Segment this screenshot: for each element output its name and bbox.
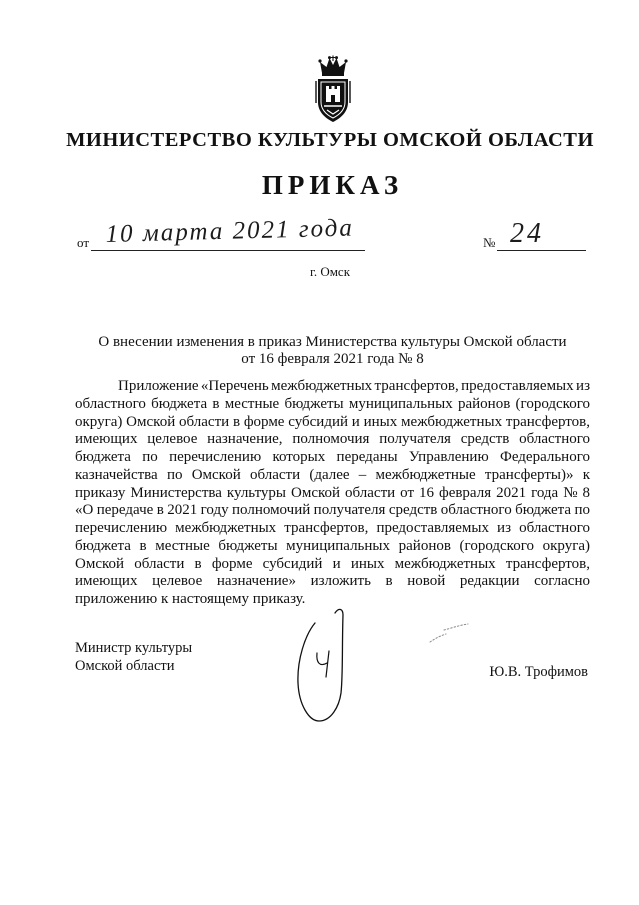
signatory-name: Ю.В. Трофимов — [489, 664, 588, 680]
handwritten-date: 10 марта 2021 года — [105, 214, 355, 249]
handwritten-signature — [285, 605, 360, 727]
body-line: бюджета по перечислению которых переданы Управлению Федерального — [75, 449, 590, 465]
body-line: приказу Министерства культуры Омской области от 16 февраля 2021 года № 8 — [75, 484, 590, 501]
body-line: бюджета в местные бюджеты муниципальных районов (городского округа) — [75, 537, 590, 554]
signatory-position-line: Омской области — [75, 658, 175, 674]
document-type: ПРИКАЗ — [261, 170, 404, 200]
signatory-position-line: Министр культуры — [75, 640, 193, 656]
number-prefix: № — [483, 235, 496, 250]
title-line: О внесении изменения в приказ Министерства культуры Омской области — [98, 334, 567, 350]
ministry-name: МИНИСТЕРСТВО КУЛЬТУРЫ ОМСКОЙ ОБЛАСТИ — [66, 129, 594, 151]
body-line: «О передаче в 2021 году полномочий получателя средств областного бюджета по — [75, 502, 590, 519]
body-line: Приложение «Перечень межбюджетных трансфертов, предоставляемых из — [118, 378, 590, 394]
handwritten-number: 24 — [510, 218, 544, 249]
body-line: Омской области в форме субсидий и иных межбюджетных трансфертов, — [75, 555, 590, 572]
title-line: от 16 февраля 2021 года № 8 — [241, 350, 424, 367]
date-underline — [91, 250, 365, 251]
body-line: перечислению межбюджетных трансфертов, предоставляемых из областного — [75, 520, 590, 536]
coat-of-arms-icon — [313, 55, 353, 123]
body-line: приложению к настоящему приказу. — [75, 591, 306, 607]
body-line: казначейства по Омской области (далее – межбюджетные трансферты)» к — [75, 466, 590, 483]
body-line: округа) Омской области в форме субсидий и иных межбюджетных трансфертов, — [75, 413, 590, 430]
body-line: областного бюджета в местные бюджеты муниципальных районов (городского — [75, 395, 590, 412]
number-underline — [497, 250, 586, 251]
date-prefix: от — [77, 235, 90, 250]
body-line: имеющих целевое назначение, полномочия получателя средств областного — [75, 431, 590, 448]
signatory-position — [75, 639, 192, 675]
place-of-issue: г. Омск — [309, 264, 351, 279]
body-line: имеющих целевое назначение» изложить в новой редакции согласно — [75, 573, 590, 590]
approval-mark — [426, 620, 472, 646]
order-title — [75, 334, 590, 367]
order-body — [75, 378, 590, 609]
